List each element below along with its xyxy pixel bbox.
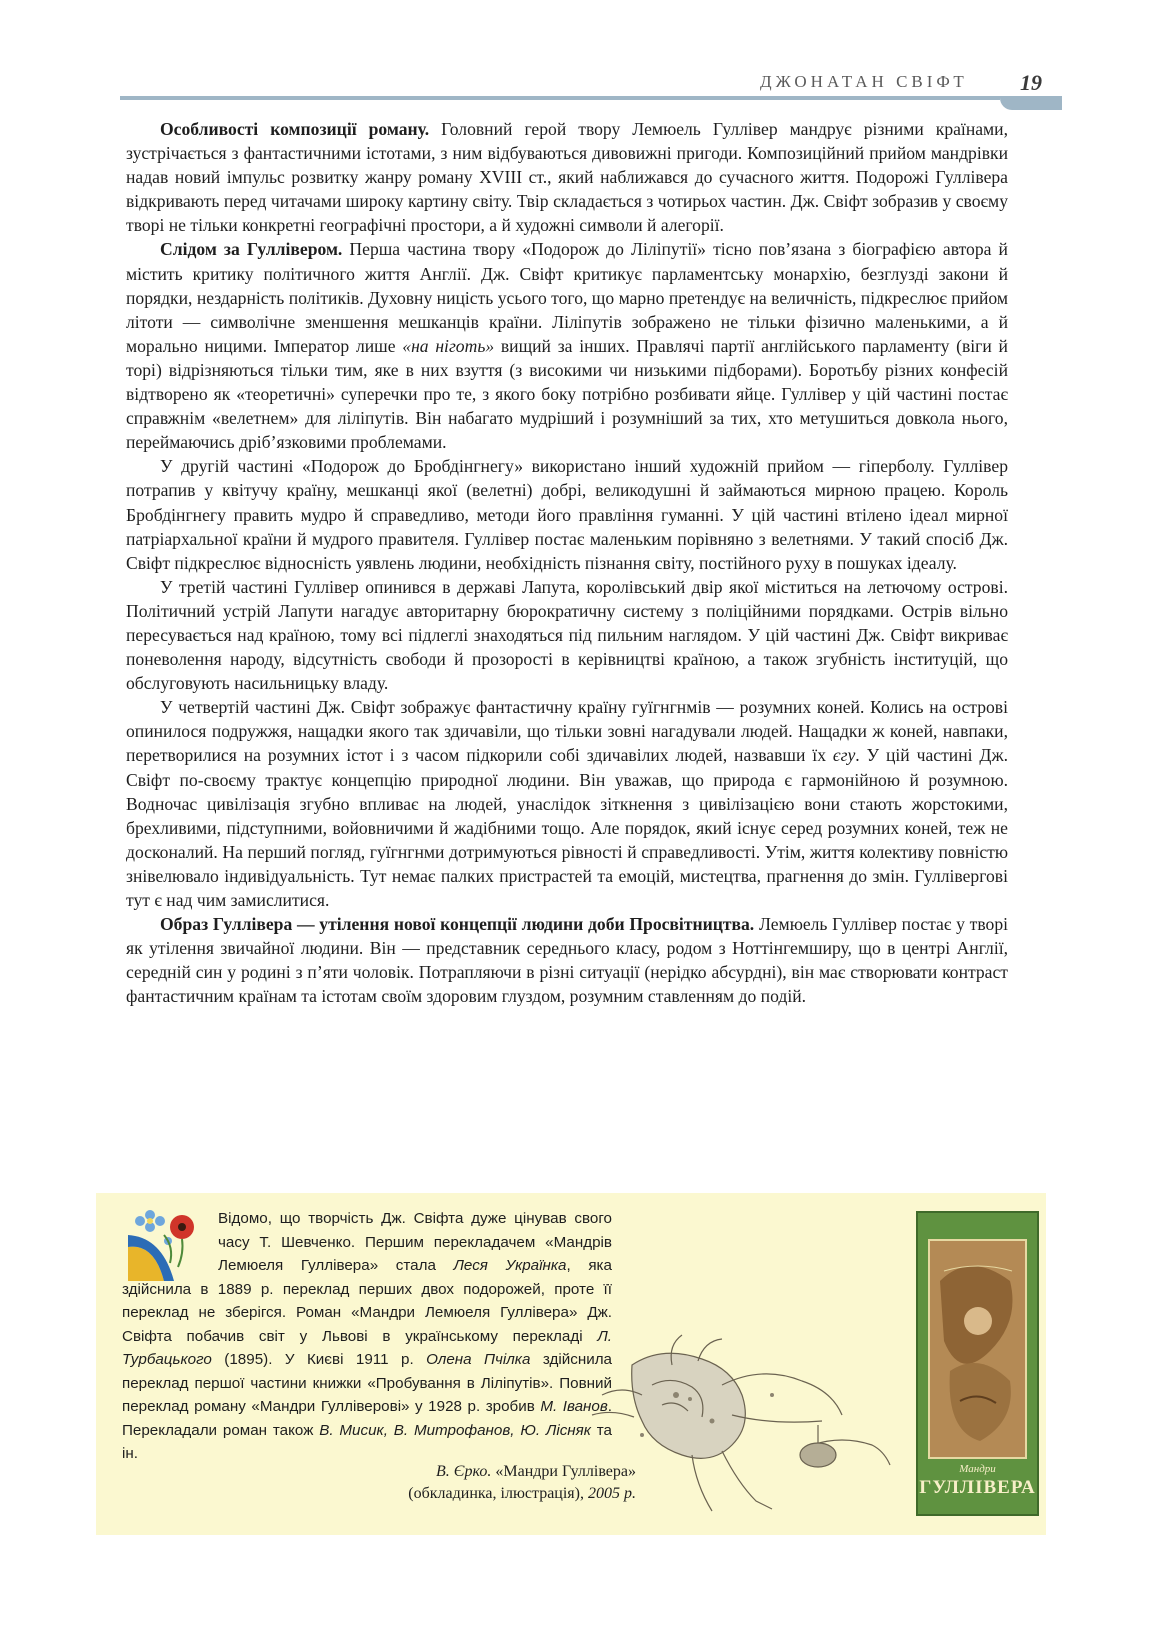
cover-artwork bbox=[928, 1239, 1027, 1459]
cover-title: ГУЛЛІВЕРА bbox=[919, 1477, 1036, 1498]
header-tab bbox=[1000, 96, 1062, 110]
paragraph-text: Перша частина твору «Подорож до Ліліпутії» тісно пов’язана з біографією автора й містить критику політичного життя Англії. Дж. Свіфт критикує парламентську монархію, безглузді закони й порядки, нездарність політиків. Духовну ницість усього того, що марно претендує на величність, підкреслює прийом літоти — символічне зменшення мешканців країни. Ліліпутів зображено не тільки фізично маленькими, а й морально ницими. Імператор лише bbox=[126, 239, 1008, 356]
running-head: ДЖОНАТАН СВІФТ bbox=[760, 72, 968, 91]
italic-term: єгу bbox=[832, 745, 856, 766]
book-cover bbox=[916, 1211, 1039, 1516]
paragraph-part-two: У другій частині «Подорож до Бробдінгнегу» використано інший художній прийом — гіперболу. Гуллівер потрапив у квітучу країну, мешканці якої (велетні) добрі, великодушні й займаються мирною працею. Король Бробдінгнегу править мудро й справедливо, методи його правління гуманні. У цій частині втілено ідеал мирної патріархальної країни й мудрого правителя. Гуллівер постає маленьким порівняно з велетнями. У такий спосіб Дж. Свіфт підкреслює відносність уявлень людини, необхідність пізнання світу, постійного руху в пошуках ідеалу. bbox=[126, 456, 1008, 573]
article-body bbox=[126, 117, 1008, 1008]
heading-composition: Особливості композиції роману. bbox=[160, 119, 430, 139]
paragraph-part-three: У третій частині Гуллівер опинився в державі Лапута, королівський двір якої міститься на летючому острові. Політичний устрій Лапути нагадує авторитарну бюрократичну систему з поліційними порядками. Острів вільно пересувається над країною, тому всі підлеглі знаходяться під пильним наглядом. У цій частині Дж. Свіфт викриває поневолення народу, відсутність свободи й прозорості в керівництві країною, а також згубність інституцій, що обслуговують насильницьку владу. bbox=[126, 576, 1008, 694]
info-box bbox=[96, 1193, 1046, 1535]
paragraph-text: вищий за інших. Правлячі партії англійського парламенту (віги й торі) відрізняються тільки тим, яке в них взуття (з високими чи низькими підборами). Боротьбу різних конфесій відтворено як «теоретичні» суперечки про те, з якого боку потрібно розбивати яйце. Гуллівер у цій частині постає справжнім «велетнем» для ліліпутів. Він набагато мудріший і розумніший за тих, хто метушиться довкола нього, переймаючись дріб’язковими проблемами. bbox=[126, 335, 1008, 453]
heading-following-gulliver: Слідом за Гуллівером. bbox=[160, 239, 343, 260]
info-paragraph: Відомо, що творчість Дж. Свіфта дуже цінував свого часу Т. Шевченко. Першим перекладачем «Мандрів Лемюеля Гуллівера» стала Леся Українка, яка здійснила в 1889 р. переклад перших двох подорожей, проте її переклад не зберігся. Роман «Мандри Лемюеля Гуллівера» Дж. Свіфта побачив світ у Львові в українському перекладі Л. Турбацького (1895). У Києві 1911 р. Олена Пчілка здійснила переклад першої частини книжки «Пробування в Ліліпутів». Повний переклад роману «Мандри Гулліверові» у 1928 р. зробив М. Іванов. Перекладали роман також В. Мисик, В. Митрофанов, Ю. Лісняк та ін. bbox=[122, 1210, 613, 1462]
paragraph-text: . У цій частині Дж. Свіфт по-своєму трактує концепцію природної людини. Він уважав, що природа є гармонійною й розумною. Водночас цивілізація згубно впливає на людей, унаслідок зіткнення з цивілізацією вони стають жорстокими, брехливими, підступними, войовничими й жадібними тощо. Але порядок, який існує серед розумних коней, теж не досконалий. На перший погляд, гуїгнгнми дотримуються рівності й справедливості. Утім, життя колективу повністю знівелювало індивідуальність. Тут немає палких пристрастей та емоцій, мистецтва, прагнення до змін. Гуллівергові тут є над чим замислитися. bbox=[126, 745, 1008, 910]
paragraph-text: Головний герой твору Лемюель Гуллівер мандрує різними країнами, зустрічається з фантастичними істотами, з ним відбуваються дивовижні пригоди. Композиційний прийом мандрівки надав новий імпульс розвитку жанру роману XVIII ст., який наближався до сучасного життя. Подорожі Гуллівера відкривають перед читачами широку картину світу. Твір складається з чотирьох частин. Дж. Свіфт зобразив у своєму творі не тільки конкретні географічні простори, а й художні символи й алегорії. bbox=[126, 119, 1008, 236]
paragraph-text: Лемюель Гуллівер постає у творі як утілення звичайної людини. Він — представник середнього класу, родом з Ноттінгемширу, що в центрі Англії, середній син у родині з п’яти чоловік. Потрапляючи в різні ситуації (нерідко абсурдні), він має створювати контраст фантастичним країнам та істотам своїм здоровим глуздом, розумним ставленням до подій. bbox=[126, 914, 1008, 1007]
page-number: 19 bbox=[1020, 70, 1042, 95]
italic-quote: «на ніготь» bbox=[402, 335, 495, 356]
cover-subtitle: Мандри bbox=[959, 1463, 996, 1475]
cover-illustration bbox=[930, 1241, 1025, 1457]
paragraph-part-four bbox=[126, 695, 1008, 912]
paragraph-composition bbox=[126, 117, 1008, 237]
caption-line-2: (обкладинка, ілюстрація), 2005 р. bbox=[408, 1485, 636, 1502]
paragraph-following-gulliver bbox=[126, 237, 1008, 454]
caption-line-1: В. Єрко. «Мандри Гуллівера» bbox=[436, 1463, 636, 1480]
paragraph-text: У четвертій частині Дж. Свіфт зображує фантастичну країну гуїгнгнмів — розумних коней. Колись на острові опинилося подружжя, нащадки якого так здичавіли, що тільки зовні нагадували людей. Нащадки ж коней, навпаки, перетворилися на розумних істот і з часом підкорили собі здичавілих людей, назвавши їх bbox=[126, 697, 1008, 766]
heading-image-of-gulliver: Образ Гуллівера — утілення нової концепції людини доби Просвітництва. bbox=[160, 914, 755, 935]
image-caption bbox=[316, 1461, 636, 1505]
flower-ornament-icon bbox=[124, 1207, 202, 1285]
header-rule bbox=[120, 96, 1000, 100]
paragraph-image-of-gulliver bbox=[126, 912, 1008, 1008]
